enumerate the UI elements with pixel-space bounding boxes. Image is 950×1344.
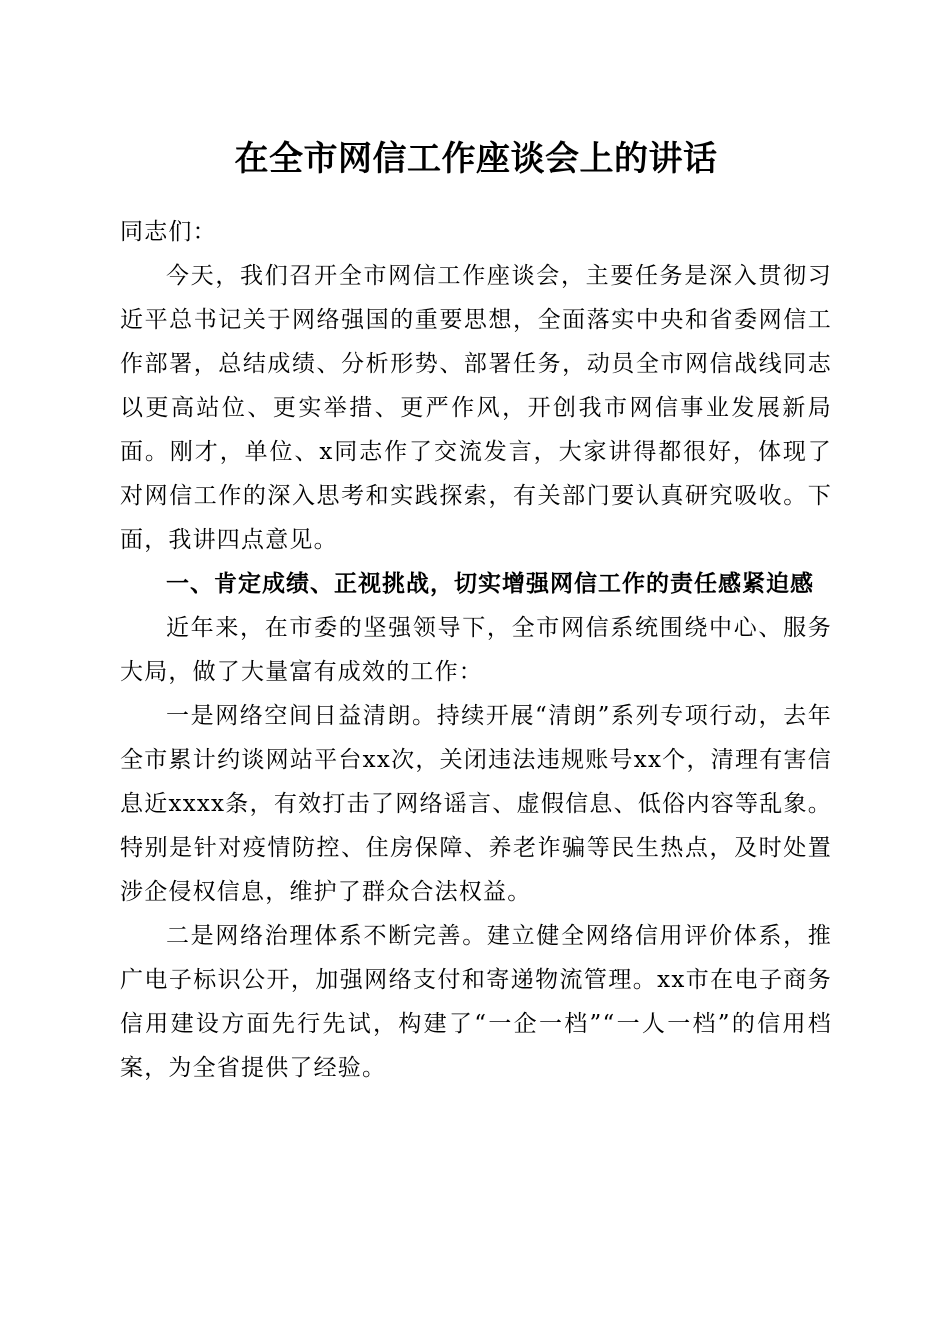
section-1-heading: 一、肯定成绩、正视挑战，切实增强网信工作的责任感紧迫感 — [166, 571, 814, 597]
point-2-body: 建立健全网络信用评价体系，推广电子标识公开，加强网络支付和寄递物流管理。xx市在电子商务信用建设方面先行先试，构建了“一企一档”“一人一档”的信用档案，为全省提供了经验。 — [120, 923, 832, 1081]
point-1-paragraph — [120, 694, 832, 914]
point-1-body: 持续开展“清朗”系列专项行动，去年全市累计约谈网站平台xx次，关闭违法违规账号xx个，清理有害信息近xxxx条，有效打击了网络谣言、虚假信息、低俗内容等乱象。特别是针对疫情防控、住房保障、养老诈骗等民生热点，及时处置涉企侵权信息，维护了群众合法权益。 — [120, 703, 833, 905]
salutation: 同志们： — [120, 219, 217, 245]
point-2-lead: 二是网络治理体系不断完善。 — [166, 923, 487, 949]
section-1-intro-paragraph: 近年来，在市委的坚强领导下，全市网信系统围绕中心、服务大局，做了大量富有成效的工作： — [120, 615, 832, 685]
point-2-paragraph — [120, 914, 832, 1090]
point-1-lead: 一是网络空间日益清朗。 — [166, 703, 437, 729]
intro-paragraph: 今天，我们召开全市网信工作座谈会，主要任务是深入贯彻习近平总书记关于网络强国的重要思想，全面落实中央和省委网信工作部署，总结成绩、分析形势、部署任务，动员全市网信战线同志以更高站位、更实举措、更严作风，开创我市网信事业发展新局面。刚才，单位、x同志作了交流发言，大家讲得都很好，体现了对网信工作的深入思考和实践探索，有关部门要认真研究吸收。下面，我讲四点意见。 — [120, 263, 832, 553]
document-title: 在全市网信工作座谈会上的讲话 — [234, 139, 718, 179]
